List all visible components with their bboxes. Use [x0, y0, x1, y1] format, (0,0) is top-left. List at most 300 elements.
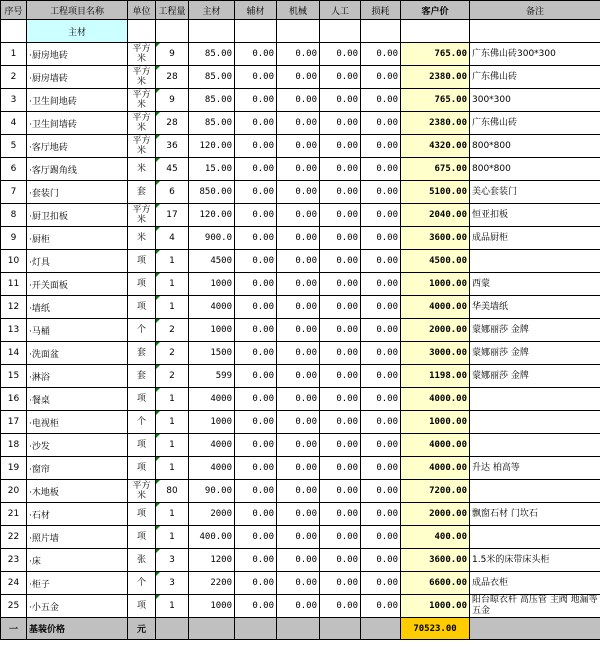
- row-main: 1000: [189, 595, 235, 618]
- row-qty: 1: [156, 411, 189, 434]
- row-mech: 0.00: [277, 457, 320, 480]
- row-aux: 0.00: [235, 595, 277, 618]
- comment-marker-icon: [156, 158, 160, 162]
- section-cell-blank: [361, 20, 401, 43]
- row-note: 飘窗石材 门坎石: [470, 503, 600, 526]
- row-unit: 项: [128, 388, 156, 411]
- row-labor: 0.00: [320, 112, 361, 135]
- row-price: 2040.00: [401, 204, 470, 227]
- row-unit: 平方米: [128, 204, 156, 227]
- table-row: [1, 434, 600, 457]
- row-main: 4500: [189, 250, 235, 273]
- row-main: 1000: [189, 273, 235, 296]
- row-mech: 0.00: [277, 66, 320, 89]
- row-note: 西蒙: [470, 273, 600, 296]
- row-qty: 1: [156, 296, 189, 319]
- row-main: 1000: [189, 411, 235, 434]
- section-cell-blank: [128, 20, 156, 43]
- row-qty: 9: [156, 89, 189, 112]
- row-labor: 0.00: [320, 158, 361, 181]
- total-unit: 元: [128, 618, 156, 640]
- row-name: ·开关面板: [27, 273, 128, 296]
- row-aux: 0.00: [235, 43, 277, 66]
- row-mech: 0.00: [277, 158, 320, 181]
- table-row: [1, 181, 600, 204]
- row-qty: 45: [156, 158, 189, 181]
- row-mech: 0.00: [277, 181, 320, 204]
- row-main: 850.00: [189, 181, 235, 204]
- row-no: 1: [1, 43, 27, 66]
- row-name: ·卫生间墙砖: [27, 112, 128, 135]
- row-unit: 项: [128, 457, 156, 480]
- row-loss: 0.00: [361, 572, 401, 595]
- row-qty: 4: [156, 227, 189, 250]
- header-loss: 损耗: [361, 1, 401, 20]
- row-name: ·柜子: [27, 572, 128, 595]
- row-note: 蒙娜丽莎 金牌: [470, 319, 600, 342]
- row-aux: 0.00: [235, 181, 277, 204]
- row-loss: 0.00: [361, 273, 401, 296]
- total-blank: [277, 618, 320, 640]
- row-name: ·洗面盆: [27, 342, 128, 365]
- section-cell-blank: [235, 20, 277, 43]
- row-qty: 28: [156, 66, 189, 89]
- row-price: 6600.00: [401, 572, 470, 595]
- row-price: 765.00: [401, 43, 470, 66]
- comment-marker-icon: [156, 388, 160, 392]
- comment-marker-icon: [156, 273, 160, 277]
- total-blank: [235, 618, 277, 640]
- row-name: ·套装门: [27, 181, 128, 204]
- row-labor: 0.00: [320, 66, 361, 89]
- row-no: 21: [1, 503, 27, 526]
- row-no: 24: [1, 572, 27, 595]
- comment-marker-icon: [156, 457, 160, 461]
- row-mech: 0.00: [277, 480, 320, 503]
- row-mech: 0.00: [277, 411, 320, 434]
- row-mech: 0.00: [277, 204, 320, 227]
- row-mech: 0.00: [277, 43, 320, 66]
- header-labor: 人工: [320, 1, 361, 20]
- row-mech: 0.00: [277, 296, 320, 319]
- section-cell-blank: [401, 20, 470, 43]
- row-aux: 0.00: [235, 480, 277, 503]
- row-no: 16: [1, 388, 27, 411]
- row-main: 900.0: [189, 227, 235, 250]
- row-qty: 17: [156, 204, 189, 227]
- row-name: ·沙发: [27, 434, 128, 457]
- row-qty: 3: [156, 549, 189, 572]
- total-blank: [156, 618, 189, 640]
- row-price: 400.00: [401, 526, 470, 549]
- row-qty: 36: [156, 135, 189, 158]
- row-loss: 0.00: [361, 204, 401, 227]
- row-aux: 0.00: [235, 319, 277, 342]
- row-aux: 0.00: [235, 388, 277, 411]
- table-row: [1, 342, 600, 365]
- row-price: 1198.00: [401, 365, 470, 388]
- comment-marker-icon: [156, 66, 160, 70]
- comment-marker-icon: [156, 227, 160, 231]
- row-main: 85.00: [189, 112, 235, 135]
- total-no: 一: [1, 618, 27, 640]
- row-labor: 0.00: [320, 480, 361, 503]
- row-main: 4000: [189, 434, 235, 457]
- row-no: 10: [1, 250, 27, 273]
- row-unit: 项: [128, 434, 156, 457]
- row-aux: 0.00: [235, 526, 277, 549]
- row-loss: 0.00: [361, 365, 401, 388]
- row-no: 3: [1, 89, 27, 112]
- row-note: [470, 388, 600, 411]
- row-main: 1200: [189, 549, 235, 572]
- row-name: ·电视柜: [27, 411, 128, 434]
- row-name: ·石材: [27, 503, 128, 526]
- row-main: 2200: [189, 572, 235, 595]
- row-loss: 0.00: [361, 66, 401, 89]
- row-note: 升达 柏高等: [470, 457, 600, 480]
- row-aux: 0.00: [235, 158, 277, 181]
- table-row: [1, 572, 600, 595]
- row-qty: 1: [156, 595, 189, 618]
- row-price: 5100.00: [401, 181, 470, 204]
- row-mech: 0.00: [277, 319, 320, 342]
- row-unit: 平方米: [128, 480, 156, 503]
- row-price: 7200.00: [401, 480, 470, 503]
- comment-marker-icon: [156, 434, 160, 438]
- row-labor: 0.00: [320, 43, 361, 66]
- row-name: ·客厅地砖: [27, 135, 128, 158]
- row-no: 25: [1, 595, 27, 618]
- row-name: ·卫生间地砖: [27, 89, 128, 112]
- row-price: 4000.00: [401, 296, 470, 319]
- row-unit: 项: [128, 503, 156, 526]
- row-note: [470, 480, 600, 503]
- header-note: 备注: [470, 1, 600, 20]
- total-label: 基装价格: [27, 618, 128, 640]
- row-labor: 0.00: [320, 526, 361, 549]
- row-aux: 0.00: [235, 135, 277, 158]
- total-price: 70523.00: [401, 618, 470, 640]
- row-no: 13: [1, 319, 27, 342]
- row-aux: 0.00: [235, 112, 277, 135]
- row-no: 11: [1, 273, 27, 296]
- row-note: 蒙娜丽莎 金牌: [470, 342, 600, 365]
- row-mech: 0.00: [277, 503, 320, 526]
- row-note: 800*800: [470, 135, 600, 158]
- section-cell-blank: [320, 20, 361, 43]
- row-note: 300*300: [470, 89, 600, 112]
- row-no: 20: [1, 480, 27, 503]
- row-name: ·厨柜: [27, 227, 128, 250]
- row-main: 1000: [189, 319, 235, 342]
- row-loss: 0.00: [361, 250, 401, 273]
- row-aux: 0.00: [235, 227, 277, 250]
- comment-marker-icon: [156, 595, 160, 599]
- row-mech: 0.00: [277, 227, 320, 250]
- row-price: 2000.00: [401, 319, 470, 342]
- row-unit: 个: [128, 319, 156, 342]
- row-unit: 米: [128, 227, 156, 250]
- comment-marker-icon: [156, 319, 160, 323]
- row-no: 17: [1, 411, 27, 434]
- row-labor: 0.00: [320, 434, 361, 457]
- row-aux: 0.00: [235, 411, 277, 434]
- row-main: 15.00: [189, 158, 235, 181]
- row-price: 4000.00: [401, 457, 470, 480]
- row-labor: 0.00: [320, 135, 361, 158]
- table-row: [1, 112, 600, 135]
- row-loss: 0.00: [361, 135, 401, 158]
- row-name: ·餐桌: [27, 388, 128, 411]
- row-note: [470, 434, 600, 457]
- row-note: 恒亚扣板: [470, 204, 600, 227]
- row-price: 4000.00: [401, 434, 470, 457]
- row-note: 800*800: [470, 158, 600, 181]
- row-labor: 0.00: [320, 181, 361, 204]
- row-mech: 0.00: [277, 250, 320, 273]
- row-labor: 0.00: [320, 572, 361, 595]
- row-mech: 0.00: [277, 135, 320, 158]
- comment-marker-icon: [156, 89, 160, 93]
- row-price: 765.00: [401, 89, 470, 112]
- row-note: [470, 411, 600, 434]
- row-no: 7: [1, 181, 27, 204]
- row-qty: 1: [156, 503, 189, 526]
- total-blank: [470, 618, 600, 640]
- row-loss: 0.00: [361, 434, 401, 457]
- row-loss: 0.00: [361, 296, 401, 319]
- row-unit: 平方米: [128, 112, 156, 135]
- table-row: [1, 319, 600, 342]
- row-name: ·墙纸: [27, 296, 128, 319]
- row-qty: 1: [156, 250, 189, 273]
- total-row: [1, 618, 600, 640]
- row-price: 3000.00: [401, 342, 470, 365]
- row-qty: 1: [156, 388, 189, 411]
- row-price: 4000.00: [401, 388, 470, 411]
- table-row: [1, 549, 600, 572]
- row-unit: 项: [128, 526, 156, 549]
- table-row: [1, 135, 600, 158]
- comment-marker-icon: [156, 365, 160, 369]
- row-qty: 1: [156, 526, 189, 549]
- row-loss: 0.00: [361, 158, 401, 181]
- row-note: 广东佛山砖: [470, 112, 600, 135]
- row-unit: 个: [128, 572, 156, 595]
- row-aux: 0.00: [235, 549, 277, 572]
- comment-marker-icon: [156, 342, 160, 346]
- row-main: 599: [189, 365, 235, 388]
- row-labor: 0.00: [320, 296, 361, 319]
- row-name: ·灯具: [27, 250, 128, 273]
- row-qty: 6: [156, 181, 189, 204]
- row-qty: 28: [156, 112, 189, 135]
- row-note: 成品厨柜: [470, 227, 600, 250]
- comment-marker-icon: [156, 503, 160, 507]
- comment-marker-icon: [156, 526, 160, 530]
- table-row: [1, 89, 600, 112]
- row-mech: 0.00: [277, 595, 320, 618]
- row-labor: 0.00: [320, 342, 361, 365]
- row-aux: 0.00: [235, 273, 277, 296]
- row-loss: 0.00: [361, 89, 401, 112]
- section-cell-blank: [189, 20, 235, 43]
- row-main: 120.00: [189, 204, 235, 227]
- row-qty: 1: [156, 273, 189, 296]
- row-name: ·马桶: [27, 319, 128, 342]
- row-mech: 0.00: [277, 342, 320, 365]
- row-labor: 0.00: [320, 411, 361, 434]
- row-note: 广东佛山砖300*300: [470, 43, 600, 66]
- row-no: 15: [1, 365, 27, 388]
- row-price: 675.00: [401, 158, 470, 181]
- row-mech: 0.00: [277, 549, 320, 572]
- row-unit: 张: [128, 549, 156, 572]
- row-qty: 1: [156, 457, 189, 480]
- row-aux: 0.00: [235, 434, 277, 457]
- comment-marker-icon: [156, 572, 160, 576]
- row-qty: 2: [156, 365, 189, 388]
- row-price: 1000.00: [401, 595, 470, 618]
- row-price: 2000.00: [401, 503, 470, 526]
- comment-marker-icon: [156, 43, 160, 47]
- row-aux: 0.00: [235, 365, 277, 388]
- row-unit: 套: [128, 365, 156, 388]
- section-cell-blank: [277, 20, 320, 43]
- row-mech: 0.00: [277, 273, 320, 296]
- comment-marker-icon: [156, 480, 160, 484]
- row-qty: 2: [156, 319, 189, 342]
- row-labor: 0.00: [320, 549, 361, 572]
- row-labor: 0.00: [320, 204, 361, 227]
- row-main: 120.00: [189, 135, 235, 158]
- header-name: 工程项目名称: [27, 1, 128, 20]
- row-loss: 0.00: [361, 457, 401, 480]
- row-mech: 0.00: [277, 388, 320, 411]
- total-blank: [189, 618, 235, 640]
- row-aux: 0.00: [235, 457, 277, 480]
- row-unit: 项: [128, 296, 156, 319]
- row-loss: 0.00: [361, 480, 401, 503]
- row-unit: 平方米: [128, 89, 156, 112]
- table-row: [1, 227, 600, 250]
- row-mech: 0.00: [277, 112, 320, 135]
- row-loss: 0.00: [361, 43, 401, 66]
- row-price: 2380.00: [401, 66, 470, 89]
- row-main: 4000: [189, 388, 235, 411]
- row-price: 3600.00: [401, 549, 470, 572]
- row-name: ·床: [27, 549, 128, 572]
- table-row: [1, 388, 600, 411]
- row-unit: 平方米: [128, 135, 156, 158]
- row-price: 3600.00: [401, 227, 470, 250]
- row-no: 22: [1, 526, 27, 549]
- row-note: 成品衣柜: [470, 572, 600, 595]
- row-name: ·淋浴: [27, 365, 128, 388]
- row-labor: 0.00: [320, 595, 361, 618]
- row-price: 4500.00: [401, 250, 470, 273]
- section-title: 主材: [27, 20, 128, 43]
- row-loss: 0.00: [361, 549, 401, 572]
- total-blank: [320, 618, 361, 640]
- row-unit: 套: [128, 181, 156, 204]
- row-note: 广东佛山砖: [470, 66, 600, 89]
- row-note: 阳台晾衣杆 高压管 主阀 地漏等五金: [470, 595, 600, 618]
- row-loss: 0.00: [361, 319, 401, 342]
- table-row: [1, 158, 600, 181]
- row-loss: 0.00: [361, 112, 401, 135]
- row-no: 5: [1, 135, 27, 158]
- header-aux: 辅材: [235, 1, 277, 20]
- row-mech: 0.00: [277, 365, 320, 388]
- row-note: [470, 250, 600, 273]
- row-no: 4: [1, 112, 27, 135]
- row-no: 23: [1, 549, 27, 572]
- row-no: 19: [1, 457, 27, 480]
- row-no: 6: [1, 158, 27, 181]
- row-price: 1000.00: [401, 273, 470, 296]
- row-loss: 0.00: [361, 526, 401, 549]
- row-note: 蒙娜丽莎 金牌: [470, 365, 600, 388]
- row-main: 1500: [189, 342, 235, 365]
- row-labor: 0.00: [320, 457, 361, 480]
- header-price: 客户价: [401, 1, 470, 20]
- header-unit: 单位: [128, 1, 156, 20]
- row-qty: 3: [156, 572, 189, 595]
- table-row: [1, 273, 600, 296]
- row-aux: 0.00: [235, 342, 277, 365]
- header-row: [1, 1, 600, 20]
- row-loss: 0.00: [361, 342, 401, 365]
- comment-marker-icon: [156, 250, 160, 254]
- row-main: 90.00: [189, 480, 235, 503]
- row-labor: 0.00: [320, 503, 361, 526]
- comment-marker-icon: [156, 204, 160, 208]
- row-unit: 项: [128, 595, 156, 618]
- row-main: 4000: [189, 457, 235, 480]
- row-name: ·照片墙: [27, 526, 128, 549]
- row-note: [470, 526, 600, 549]
- table-row: [1, 365, 600, 388]
- row-loss: 0.00: [361, 181, 401, 204]
- total-blank: [361, 618, 401, 640]
- row-main: 85.00: [189, 89, 235, 112]
- row-note: 1.5米的床带床头柜: [470, 549, 600, 572]
- comment-marker-icon: [156, 296, 160, 300]
- row-no: 18: [1, 434, 27, 457]
- table-row: [1, 457, 600, 480]
- table-row: [1, 250, 600, 273]
- row-name: ·木地板: [27, 480, 128, 503]
- row-name: ·客厅踢角线: [27, 158, 128, 181]
- comment-marker-icon: [156, 135, 160, 139]
- row-aux: 0.00: [235, 66, 277, 89]
- row-no: 12: [1, 296, 27, 319]
- row-labor: 0.00: [320, 250, 361, 273]
- row-aux: 0.00: [235, 204, 277, 227]
- row-note: 华美墙纸: [470, 296, 600, 319]
- row-loss: 0.00: [361, 503, 401, 526]
- row-aux: 0.00: [235, 503, 277, 526]
- row-unit: 平方米: [128, 66, 156, 89]
- row-name: ·厨房地砖: [27, 43, 128, 66]
- section-cell-blank: [1, 20, 27, 43]
- row-no: 8: [1, 204, 27, 227]
- row-name: ·小五金: [27, 595, 128, 618]
- row-unit: 平方米: [128, 43, 156, 66]
- table-row: [1, 411, 600, 434]
